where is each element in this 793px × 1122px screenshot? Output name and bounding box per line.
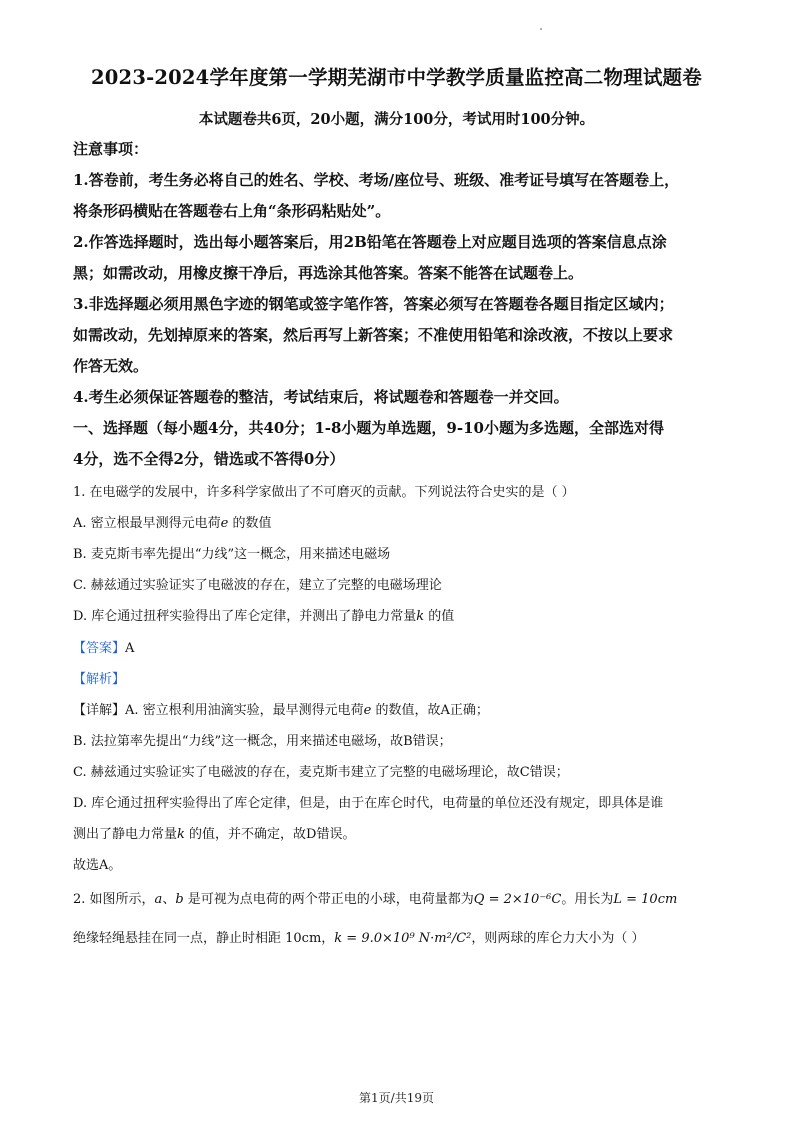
analysis-tag: 【解析】	[73, 672, 126, 687]
q2-line2-text: 绝缘轻绳悬挂在同一点，静止时相距 10cm，	[73, 931, 335, 946]
answer-tag: 【答案】	[73, 641, 126, 656]
detail-a-tail: 的数值，故A正确；	[371, 703, 489, 718]
var-k-detail: k	[177, 827, 185, 842]
q1-option-c: C. 赫兹通过实验证实了电磁波的存在，建立了完整的电磁场理论	[73, 578, 442, 593]
detail-tag: 【详解】	[73, 703, 126, 718]
coulomb-constant: k = 9.0×10⁹ N·m²/C²	[334, 931, 472, 946]
notice-line-5: 3.非选择题必须用黑色字迹的钢笔或签字笔作答，答案必须写在答题卷各题目指定区域内；	[73, 295, 674, 313]
q1-detail-b: B. 法拉第率先提出“力线”这一概念，用来描述电磁场，故B错误；	[73, 734, 452, 749]
notice-line-4: 黑；如需改动，用橡皮擦干净后，再选涂其他答案。答案不能答在试题卷上。	[73, 264, 584, 282]
q2-line-2	[73, 923, 645, 954]
answer-value: A	[125, 641, 135, 656]
section1-line-1: 一、选择题（每小题4分，共40分；1-8小题为单选题，9-10小题为多选题，全部选对得	[73, 419, 664, 437]
var-a: a	[154, 892, 163, 907]
length-formula: L = 10cm	[613, 892, 678, 907]
detail-a-text: A. 密立根利用油滴实验，最早测得元电荷	[125, 703, 364, 718]
q1-stem: 1. 在电磁学的发展中，许多科学家做出了不可磨灭的贡献。下列说法符合史实的是（ ）	[73, 485, 575, 500]
q2-sep: 、	[162, 892, 176, 907]
detail-d2-tail: 的值，并不确定，故D错误。	[184, 827, 356, 842]
q2-mid: 是可视为点电荷的两个带正电的小球，电荷量都为	[183, 892, 474, 907]
q1-detail-d-2	[73, 819, 355, 850]
var-e: e	[220, 516, 229, 531]
q1-option-a-text: A. 密立根最早测得元电荷	[73, 516, 221, 531]
section1-line-2: 4分，选不全得2分，错选或不答得0分）	[73, 450, 345, 468]
var-e-detail: e	[363, 703, 372, 718]
q2-line2-tail: ，则两球的库仑力大小为（ ）	[471, 931, 645, 946]
var-b: b	[175, 892, 184, 907]
q1-detail-c: C. 赫兹通过实验证实了电磁波的存在，麦克斯韦建立了完整的电磁场理论，故C错误；	[73, 765, 569, 780]
q1-option-a	[73, 508, 272, 539]
q1-option-d-tail: 的值	[424, 609, 455, 624]
notice-line-6: 如需改动，先划掉原来的答案，然后再写上新答案；不准使用铅笔和涂改液，不按以上要求	[73, 326, 674, 344]
detail-d2-text: 测出了静电力常量	[73, 827, 178, 842]
q2-tail: 。用长为	[561, 892, 614, 907]
notice-line-2: 将条形码横贴在答题卷右上角“条形码粘贴处”。	[73, 202, 391, 220]
notice-heading: 注意事项：	[73, 140, 149, 158]
notice-line-8: 4.考生必须保证答题卷的整洁，考试结束后，将试题卷和答题卷一并交回。	[73, 388, 569, 406]
scan-speck	[540, 28, 542, 30]
q1-option-a-tail: 的数值	[228, 516, 272, 531]
q2-line-1	[73, 884, 677, 915]
charge-formula: Q = 2×10⁻⁶C	[473, 892, 562, 907]
q1-answer	[73, 633, 134, 664]
page-number: 第1页/共19页	[359, 1091, 434, 1105]
q1-detail-a	[73, 695, 489, 726]
notice-line-3: 2.作答选择题时，选出每小题答案后，用2B铅笔在答题卷上对应题目选项的答案信息点涂	[73, 233, 667, 251]
page-title: 2023-2024学年度第一学期芜湖市中学教学质量监控高二物理试题卷	[91, 66, 702, 89]
q1-conclusion: 故选A。	[73, 858, 122, 873]
q1-option-b: B. 麦克斯韦率先提出“力线”这一概念，用来描述电磁场	[73, 547, 391, 562]
notice-line-1: 1.答卷前，考生务必将自己的姓名、学校、考场/座位号、班级、准考证号填写在答题卷上，	[73, 171, 680, 189]
q2-intro: 2. 如图所示，	[73, 892, 155, 907]
q1-option-d	[73, 601, 454, 632]
notice-line-7: 作答无效。	[73, 357, 149, 375]
var-k: k	[416, 609, 425, 624]
q1-option-d-text: D. 库仑通过扭秤实验得出了库仑定律，并测出了静电力常量	[73, 609, 417, 624]
q1-detail-d-1: D. 库仑通过扭秤实验得出了库仑定律，但是，由于在库仑时代，电荷量的单位还没有规定，即具体是谁	[73, 796, 664, 811]
page-subtitle: 本试题卷共6页，20小题，满分100分，考试用时100分钟。	[198, 111, 595, 128]
